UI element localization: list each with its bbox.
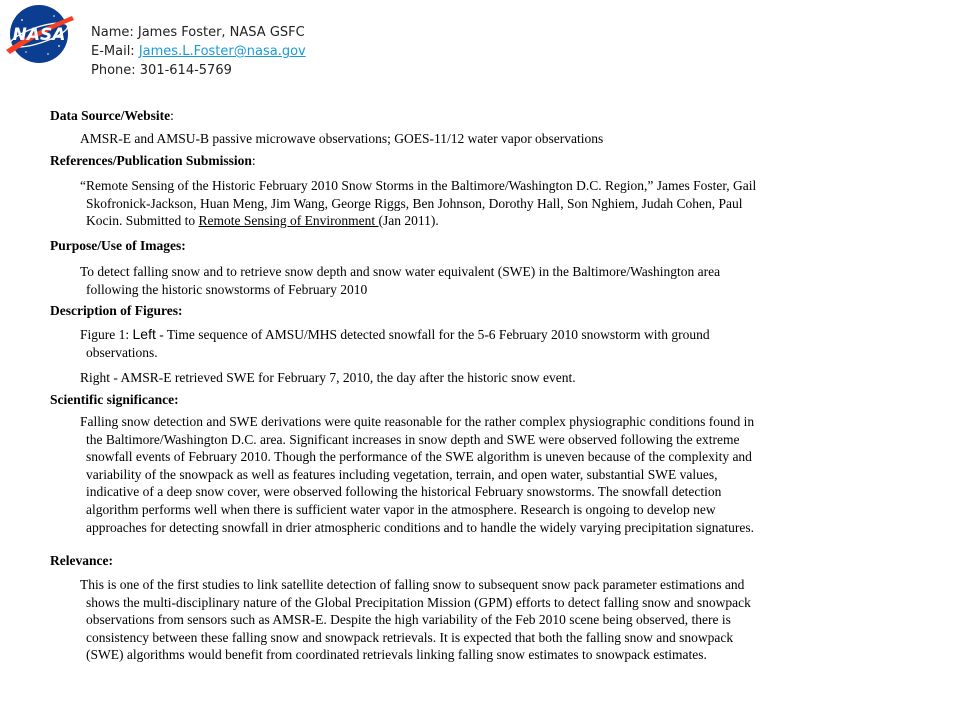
significance-text: Falling snow detection and SWE derivations were quite reasonable for the rather complex physiographic conditions found in the Baltimore/Washington D.C. area. Significant increases in snow depth and SWE were observed following the extreme snowfall events of February 2010. Though the performance of the SWE algorithm is uneven because of the complexity and variability of the snowpack as well as features including vegetation, terrain, and open water, substantial SWE values, indicative of a deep snow cover, were observed following the historical February snowstorms. The snowfall detection algorithm performs well when there is sufficient water vapor in the atmosphere. Research is ongoing to develop new approaches for detecting snowfall in drier atmospheric conditions and to handle the widely varying precipitation signatures. bbox=[80, 414, 755, 535]
contact-block bbox=[91, 23, 306, 80]
description-text: Figure 1: Left - Time sequence of AMSU/MHS detected snowfall for the 5-6 February 2010 snowstorm with ground observations. bbox=[80, 326, 710, 360]
relevance-heading: Relevance: bbox=[50, 553, 113, 568]
references-text: “Remote Sensing of the Historic February 2010 Snow Storms in the Baltimore/Washington D.C. Region,” James Foster, Gail Skofronick-Jackson, Huan Meng, Jim Wang, George Riggs, Ben Johnson, Dorothy Hall, Son Nghiem, Judah Cohen, Paul Kocin. Submitted to Remote Sensing of Environment (Jan 2011). bbox=[80, 178, 757, 229]
nasa-logo-icon bbox=[2, 2, 76, 66]
references-heading: References/Publication Submission: bbox=[50, 153, 256, 168]
purpose-heading: Purpose/Use of Images: bbox=[50, 238, 186, 253]
data-source-heading: Data Source/Website: bbox=[50, 108, 174, 123]
contact-name: Name: James Foster, NASA GSFC bbox=[91, 25, 305, 40]
journal-name: Remote Sensing of Environment bbox=[198, 213, 379, 229]
significance-heading: Scientific significance: bbox=[50, 392, 179, 407]
logo-text: NASA bbox=[12, 25, 66, 45]
description-right-text: Right - AMSR-E retrieved SWE for February 7, 2010, the day after the historic snow event. bbox=[80, 370, 576, 385]
contact-email-line bbox=[91, 42, 306, 61]
purpose-text: To detect falling snow and to retrieve snow depth and snow water equivalent (SWE) in the Baltimore/Washington area following the historic snowstorms of February 2010 bbox=[80, 264, 721, 297]
email-link[interactable]: James.L.Foster@nasa.gov bbox=[138, 44, 306, 59]
description-heading: Description of Figures: bbox=[50, 303, 183, 318]
relevance-text: This is one of the first studies to link satellite detection of falling snow to subsequent snow pack parameter estimations and shows the multi-disciplinary nature of the Global Precipitation Mission (GPM) efforts to detect falling snow and snowpack observations from sensors such as AMSR-E. Despite the high variability of the Feb 2010 scene being observed, there is consistency between these falling snow and snowpack retrievals. It is expected that both the falling snow and snowpack (SWE) algorithms would benefit from coordinated retrievals linking falling snow estimates to snowpack estimates. bbox=[80, 577, 751, 663]
data-source-text: AMSR-E and AMSU-B passive microwave observations; GOES-11/12 water vapor observations bbox=[80, 131, 604, 146]
contact-phone: Phone: 301-614-5769 bbox=[91, 63, 232, 78]
email-label: E-Mail: bbox=[91, 44, 139, 59]
